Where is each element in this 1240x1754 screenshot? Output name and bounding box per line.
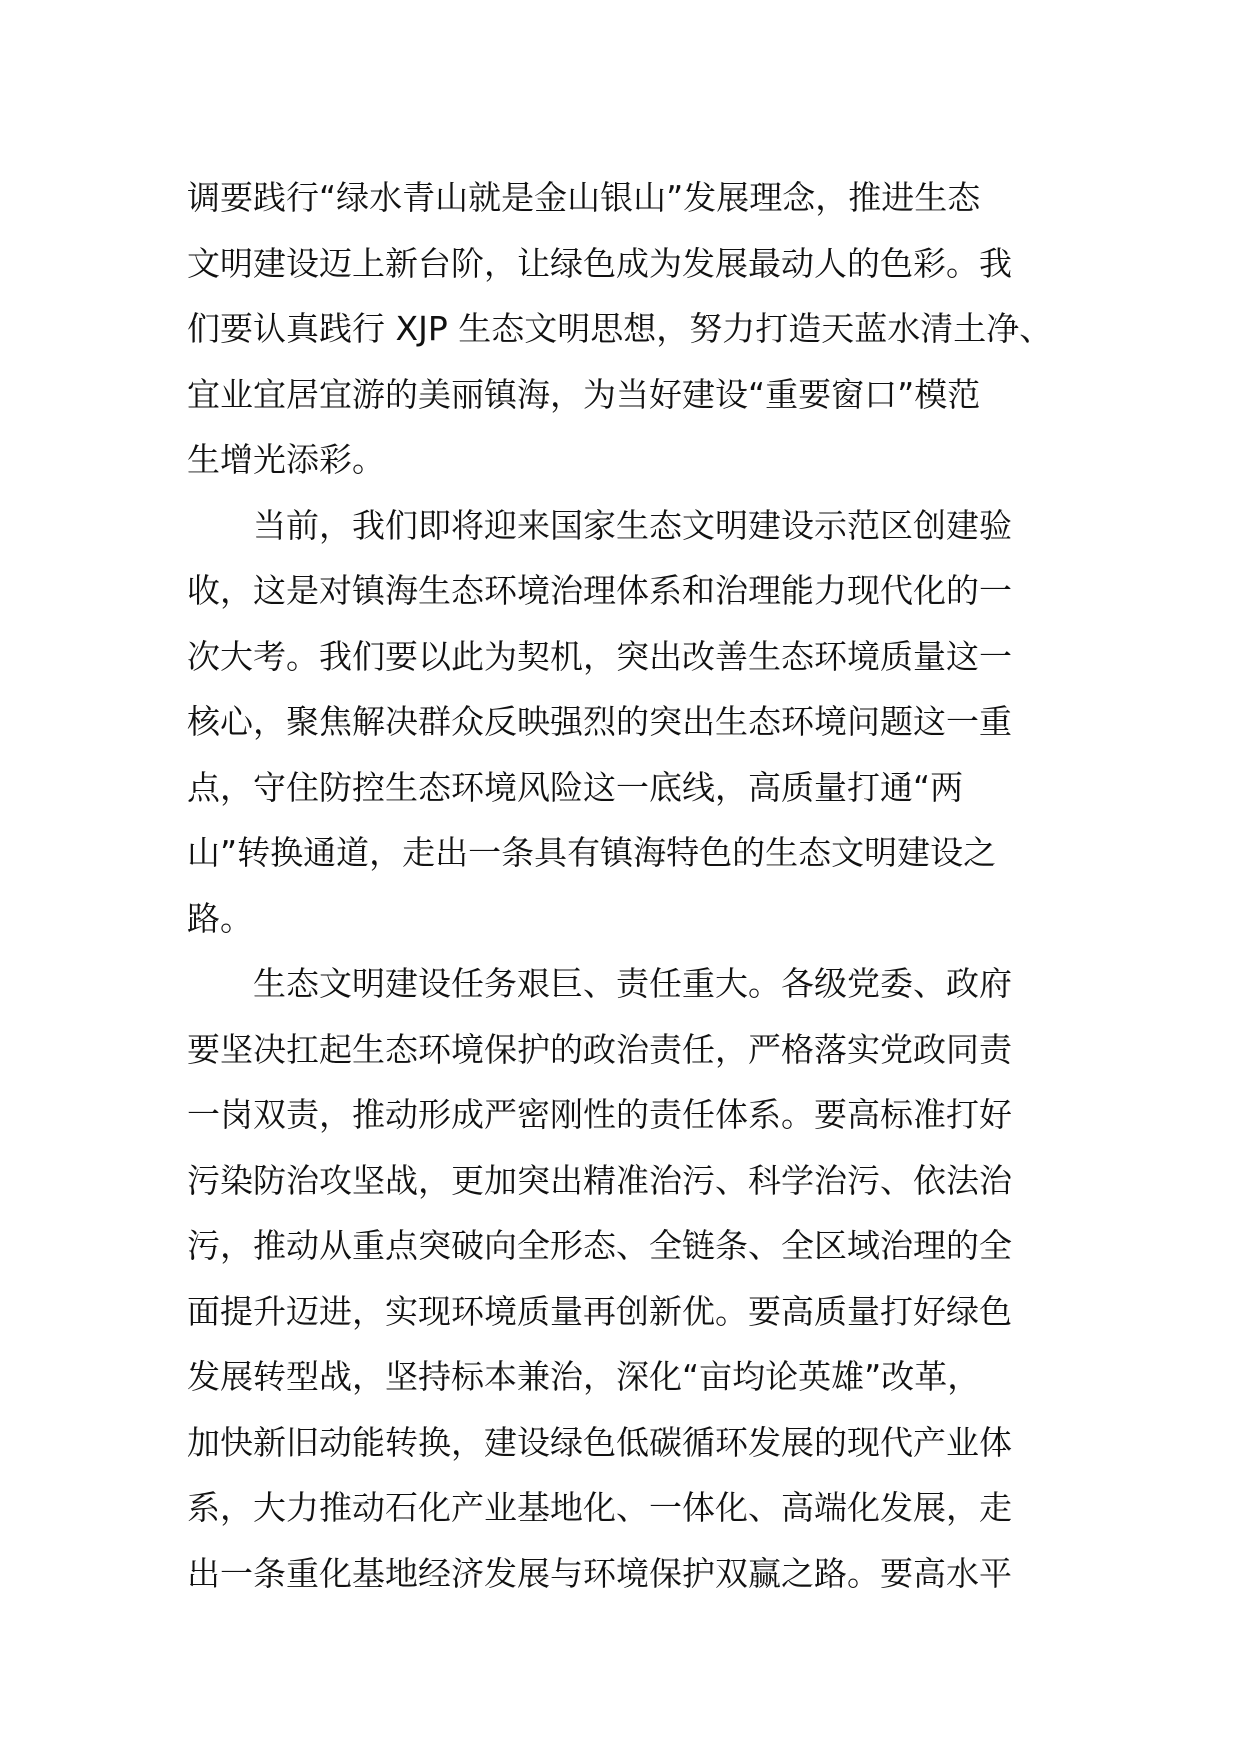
text-line: 污染防治攻坚战，更加突出精准治污、科学治污、依法治 [187, 1160, 1012, 1200]
text-line: 系，大力推动石化产业基地化、一体化、高端化发展，走 [187, 1488, 1012, 1527]
text-line: 面提升迈进，实现环境质量再创新优。要高质量打好绿色 [187, 1291, 1012, 1331]
body-text [187, 165, 1067, 1606]
text-line: 出一条重化基地经济发展与环境保护双赢之路。要高水平 [187, 1553, 1012, 1593]
text-line: 核心，聚焦解决群众反映强烈的突出生态环境问题这一重 [187, 702, 1012, 741]
text-line: 加快新旧动能转换，建设绿色低碳循环发展的现代产业体 [187, 1422, 1012, 1462]
paragraph-first-line: 生态文明建设任务艰巨、责任重大。各级党委、政府 [253, 964, 1012, 1003]
text-line: 一岗双责，推动形成严密刚性的责任体系。要高标准打好 [187, 1095, 1012, 1134]
text-line: 文明建设迈上新台阶，让绿色成为发展最动人的色彩。我 [187, 243, 1012, 283]
paragraph-first-line: 当前，我们即将迎来国家生态文明建设示范区创建验 [253, 505, 1012, 545]
text-line: 点，守住防控生态环境风险这一底线，高质量打通“两 [187, 767, 964, 807]
text-line: 生增光添彩。 [187, 440, 385, 479]
text-line: 调要践行“绿水青山就是金山银山”发展理念，推进生态 [187, 178, 981, 217]
text-line: 宜业宜居宜游的美丽镇海，为当好建设“重要窗口”模范 [187, 374, 981, 414]
text-line: 路。 [187, 898, 253, 938]
text-line: 污，推动从重点突破向全形态、全链条、全区域治理的全 [187, 1226, 1012, 1265]
text-line: 们要认真践行 XJP 生态文明思想，努力打造天蓝水清土净、 [187, 309, 1053, 348]
text-line: 要坚决扛起生态环境保护的政治责任，严格落实党政同责 [187, 1029, 1012, 1069]
text-line: 收，这是对镇海生态环境治理体系和治理能力现代化的一 [187, 571, 1012, 610]
text-line: 次大考。我们要以此为契机，突出改善生态环境质量这一 [187, 636, 1012, 676]
text-line: 山”转换通道，走出一条具有镇海特色的生态文明建设之 [187, 833, 997, 872]
text-line: 发展转型战，坚持标本兼治，深化“亩均论英雄”改革， [187, 1357, 981, 1396]
